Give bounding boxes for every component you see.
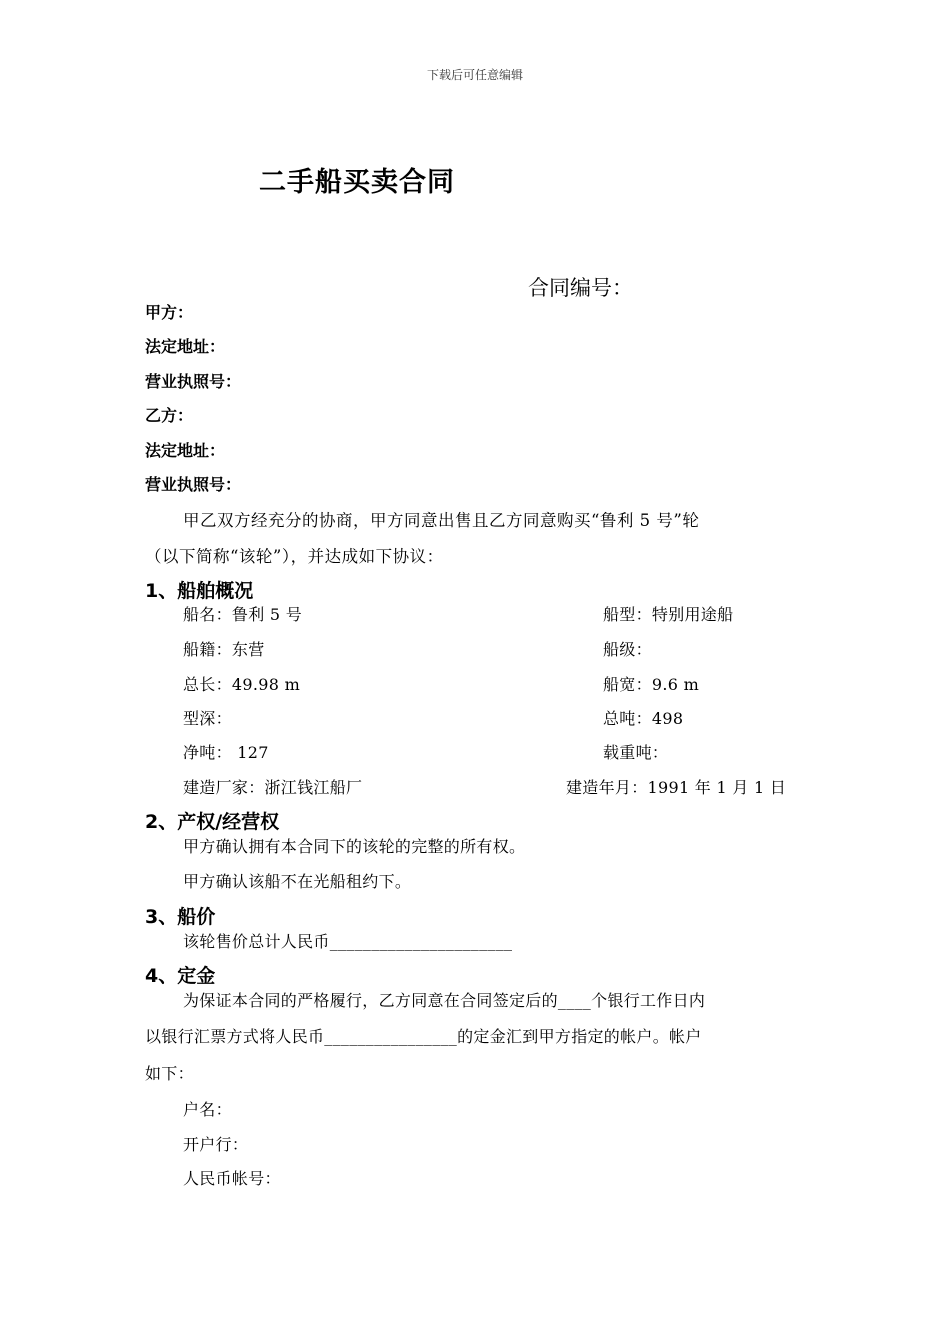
section-1-heading: 1、船舶概况 — [145, 580, 254, 602]
price-line: 该轮售价总计人民币______________________ — [183, 932, 513, 951]
section-4-heading: 4、定金 — [145, 965, 216, 987]
document-title: 二手船买卖合同 — [259, 167, 455, 198]
party-a-address-label: 法定地址： — [145, 337, 226, 356]
ship-type: 船型：特别用途船 — [603, 605, 734, 624]
header-note: 下载后可任意编辑 — [426, 68, 523, 82]
party-b-address-label: 法定地址： — [145, 441, 226, 460]
ship-breadth: 船宽：9.6 m — [603, 675, 700, 694]
intro-line-1: 甲乙双方经充分的协商，甲方同意出售且乙方同意购买“鲁利 5 号”轮 — [183, 511, 700, 530]
deposit-line-2: 以银行汇票方式将人民币________________的定金汇到甲方指定的帐户。帐户 — [145, 1027, 702, 1046]
contract-number-label: 合同编号： — [528, 276, 633, 300]
section-2-heading: 2、产权/经营权 — [145, 811, 280, 833]
party-b-label: 乙方： — [145, 406, 194, 425]
ownership-line-1: 甲方确认拥有本合同下的该轮的完整的所有权。 — [183, 837, 526, 856]
ship-registry: 船籍：东营 — [183, 640, 265, 659]
ship-class: 船级： — [603, 640, 652, 659]
party-a-license-label: 营业执照号： — [145, 372, 242, 391]
account-name-label: 户名： — [183, 1100, 232, 1119]
party-b-license-label: 营业执照号： — [145, 475, 242, 494]
deadweight: 载重吨： — [603, 743, 669, 762]
account-number-label: 人民币帐号： — [183, 1169, 281, 1188]
gross-tonnage: 总吨：498 — [603, 709, 684, 728]
builder: 建造厂家：浙江钱江船厂 — [183, 778, 363, 797]
section-3-heading: 3、船价 — [145, 906, 216, 928]
intro-line-2: （以下简称“该轮”），并达成如下协议： — [145, 547, 444, 566]
ship-length: 总长：49.98 m — [183, 675, 301, 694]
party-a-label: 甲方： — [145, 303, 194, 322]
ownership-line-2: 甲方确认该船不在光船租约下。 — [183, 872, 412, 891]
bank-label: 开户行： — [183, 1135, 249, 1154]
ship-name: 船名：鲁利 5 号 — [183, 605, 303, 624]
deposit-line-1: 为保证本合同的严格履行，乙方同意在合同签定后的____个银行工作日内 — [183, 991, 706, 1010]
build-date: 建造年月：1991 年 1 月 1 日 — [566, 778, 787, 797]
net-tonnage: 净吨： 127 — [183, 743, 269, 762]
ship-depth: 型深： — [183, 709, 232, 728]
deposit-line-3: 如下： — [145, 1064, 194, 1083]
